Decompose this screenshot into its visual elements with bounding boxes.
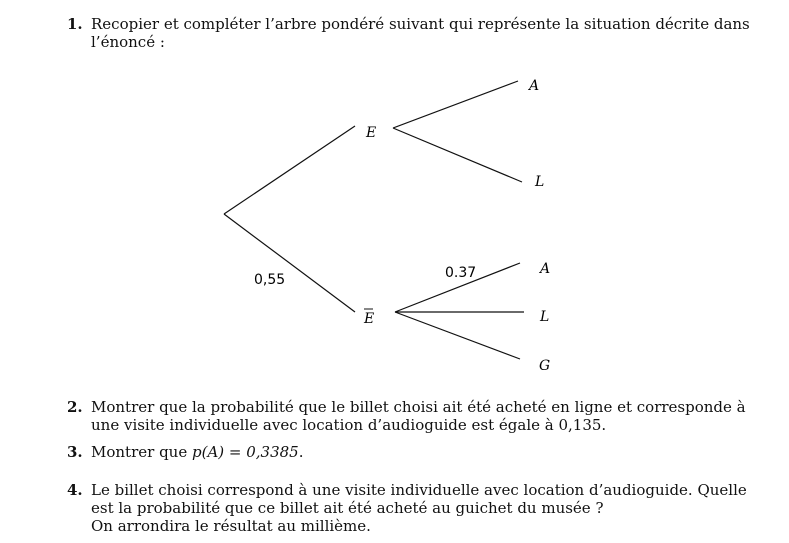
text-line: Recopier et compléter l’arbre pondéré suivant qui représente la situation décrite dans xyxy=(91,15,750,33)
node-Ebar-L: L xyxy=(540,309,550,325)
question-text xyxy=(91,443,304,461)
branch-root-Ebar xyxy=(224,214,355,312)
question-text xyxy=(91,398,746,434)
question-number: 4. xyxy=(67,481,83,499)
text-prefix: Montrer que xyxy=(91,443,192,461)
branch-E-A xyxy=(393,81,518,128)
math-expression: p(A) = 0,3385 xyxy=(191,443,299,461)
branch-E-L xyxy=(393,128,522,182)
branch-Ebar-G xyxy=(395,312,520,359)
question-number: 3. xyxy=(67,443,83,461)
node-E-L: L xyxy=(535,174,545,190)
text-line xyxy=(91,443,304,461)
branch-root-E xyxy=(224,126,355,214)
text-line: l’énoncé : xyxy=(91,33,165,51)
text-line: est la probabilité que ce billet ait été acheté au guichet du musée ? xyxy=(91,499,604,517)
text-line: On arrondira le résultat au millième. xyxy=(91,517,371,535)
text-line: Montrer que la probabilité que le billet choisi ait été acheté en ligne et corresponde à xyxy=(91,398,746,416)
node-Ebar-A: A xyxy=(540,261,551,277)
node-E: E xyxy=(366,125,377,141)
question-text xyxy=(91,481,747,535)
question-number: 2. xyxy=(67,398,83,416)
weight-root-Ebar: 0,55 xyxy=(254,272,286,288)
node-E-A: A xyxy=(529,78,540,94)
node-Ebar-G: G xyxy=(539,358,551,374)
text-line: une visite individuelle avec location d’audioguide est égale à 0,135. xyxy=(91,416,607,434)
text-suffix: . xyxy=(298,443,304,461)
text-line: Le billet choisi correspond à une visite individuelle avec location d’audioguide. Quelle xyxy=(91,481,747,499)
question-number: 1. xyxy=(67,15,83,33)
weight-Ebar-A: 0.37 xyxy=(445,265,477,281)
node-E-bar: E xyxy=(364,311,375,327)
